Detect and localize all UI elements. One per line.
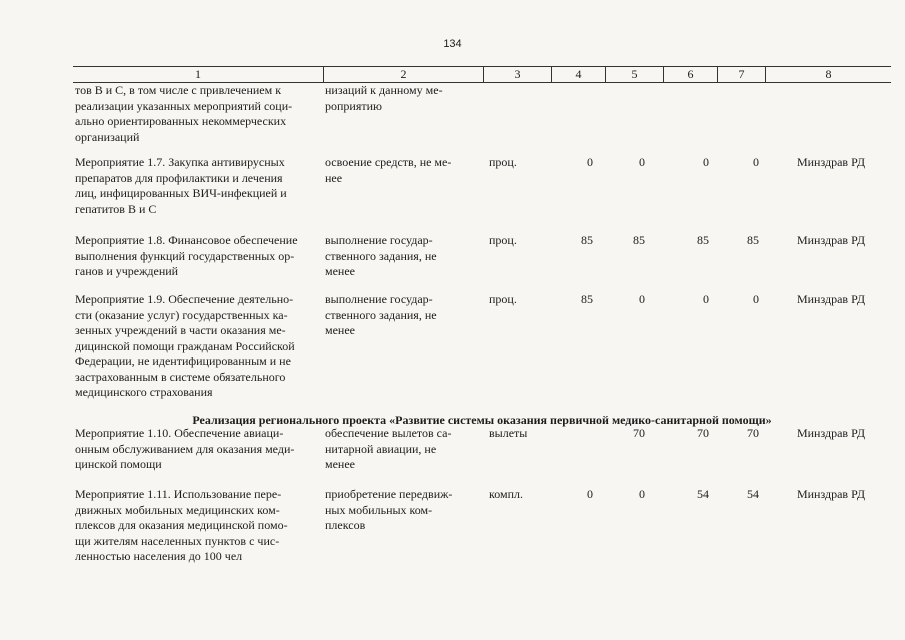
row-value-col5: 0 (639, 487, 645, 501)
header-col-2: 2 (323, 67, 483, 82)
row-unit: компл. (489, 487, 523, 501)
row-value-col7: 0 (753, 292, 759, 306)
row-activity-text: Мероприятие 1.8. Финансовое обеспечение выполнения функций государственных ор- ганов и учреждений (75, 233, 298, 278)
row-value-col6: 54 (697, 487, 709, 501)
header-col-1: 1 (195, 67, 201, 81)
row-value-col5: 0 (639, 292, 645, 306)
row-value-col4: 85 (581, 292, 593, 306)
row-value-col6: 85 (697, 233, 709, 247)
row-unit: проц. (489, 155, 517, 169)
row-value-col4: 0 (587, 155, 593, 169)
row-value-col7: 54 (747, 487, 759, 501)
row-indicator-text: освоение средств, не ме- нее (325, 155, 452, 185)
header-col-8: 8 (765, 67, 891, 82)
row-value-col4: 0 (587, 487, 593, 501)
row-value-col7: 70 (747, 426, 759, 440)
row-activity-text: Мероприятие 1.10. Обеспечение авиаци- онным обслуживанием для оказания меди- цинской помощи (75, 426, 295, 471)
header-col-7: 7 (717, 67, 765, 82)
row-indicator-text: обеспечение вылетов са- нитарной авиации, не менее (325, 426, 452, 471)
row-responsible: Минздрав РД (796, 487, 866, 501)
row-value-col5: 85 (633, 233, 645, 247)
row-value-col4: 85 (581, 233, 593, 247)
row-responsible: Минздрав РД (796, 292, 866, 306)
header-col-5: 5 (605, 67, 663, 82)
row-activity-text: тов В и С, в том числе с привлечением к реализации указанных мероприятий соци- ально ориентированных некоммерческих организаций (75, 83, 293, 144)
row-activity-text: Мероприятие 1.11. Использование пере- движных мобильных медицинских ком- плексов для оказания медицинской помо- щи жителям населенных пунктов с чис- ленностью населения до 100 чел (75, 487, 288, 563)
row-activity-text: Мероприятие 1.9. Обеспечение деятельно- сти (оказание услуг) государственных ка- зенных учреждений в части оказания ме- дицинской помощи гражданам Российской Федерации, не идентифицированным и не застрахованным в системе обязательного медицинского страхования (75, 292, 295, 399)
row-value-col6: 70 (697, 426, 709, 440)
row-indicator-text: выполнение государ- ственного задания, не менее (325, 292, 437, 337)
row-unit: вылеты (489, 426, 528, 440)
row-unit: проц. (489, 233, 517, 247)
section-header: Реализация регионального проекта «Развитие системы оказания первичной медико-санитарной помощи» (192, 413, 772, 427)
row-indicator-text: приобретение передвиж- ных мобильных ком- плексов (325, 487, 453, 532)
row-value-col5: 70 (633, 426, 645, 440)
row-unit: проц. (489, 292, 517, 306)
row-responsible: Минздрав РД (796, 426, 866, 440)
header-col-6: 6 (663, 67, 717, 82)
row-value-col6: 0 (703, 292, 709, 306)
header-col-4: 4 (551, 67, 605, 82)
row-responsible: Минздрав РД (796, 233, 866, 247)
row-value-col7: 0 (753, 155, 759, 169)
row-value-col7: 85 (747, 233, 759, 247)
table-header-row (73, 66, 891, 83)
row-responsible: Минздрав РД (796, 155, 866, 169)
header-col-3: 3 (483, 67, 551, 82)
row-value-col5: 0 (639, 155, 645, 169)
page-number: 134 (443, 38, 462, 50)
row-activity-text: Мероприятие 1.7. Закупка антивирусных препаратов для профилактики и лечения лиц, инфицированных ВИЧ-инфекцией и гепатитов В и С (75, 155, 287, 216)
row-indicator-text: выполнение государ- ственного задания, не менее (325, 233, 437, 278)
row-indicator-text: низаций к данному ме- роприятию (325, 83, 443, 113)
row-value-col6: 0 (703, 155, 709, 169)
